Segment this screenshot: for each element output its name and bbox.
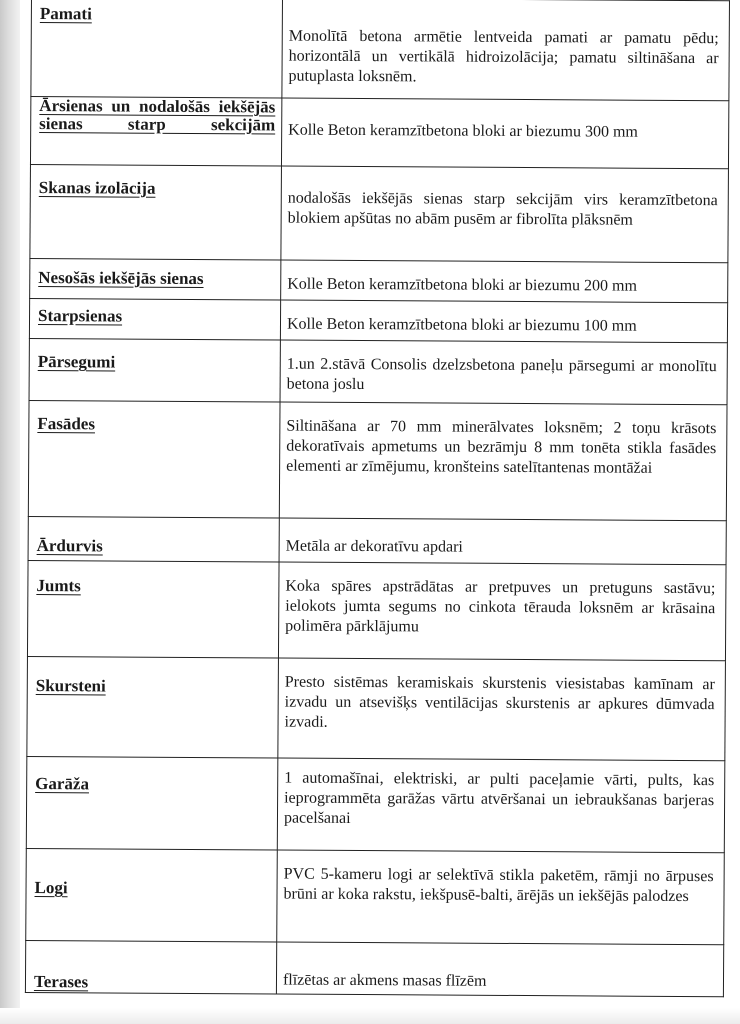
specification-table [25,0,730,997]
label-cell [30,258,281,300]
row-description: nodalošās iekšējās sienas starp sekcijām virs keramzītbetona blokiem apšūtas no abām pusēm ar fibrolīta plāksnēm [287,189,718,229]
row-label: Ārsienas un nodalošās iekšējās sienas starp sekcijām [39,96,276,135]
label-cell [29,298,280,340]
label-cell [30,97,281,167]
label-cell [28,516,279,562]
description-cell [281,166,729,263]
table-row [29,338,727,404]
table-row [29,298,727,342]
table-row [30,258,728,302]
table-row [26,756,725,852]
label-cell [28,400,280,518]
table-row [30,97,728,169]
row-description: Kolle Beton keramzītbetona bloki ar biezumu 300 mm [288,121,638,141]
scan-bottom-shade [0,1008,740,1024]
label-cell [30,164,282,260]
label-cell [25,940,276,994]
row-label: Starpsienas [37,306,123,326]
table-row [31,0,730,101]
label-cell [27,656,279,758]
row-label: Ārdurvis [36,536,103,556]
row-description: Presto sistēmas keramiskais skurstenis viesistabas kamīnam ar izvadu un atsevišķs ventilācijas skurstenis ar apkures dūmvada izvadi. [284,673,715,731]
table-row [28,400,727,520]
description-cell [281,260,728,303]
description-cell [279,518,726,565]
row-label: Jumts [36,576,81,596]
row-label: Fasādes [37,414,96,434]
row-label: Garāža [35,774,90,794]
row-description: flīzētas ar akmens masas flīzēm [282,971,487,990]
label-cell [31,0,283,98]
row-label: Terases [33,972,89,992]
description-cell [277,758,725,853]
description-cell [282,0,730,101]
row-description: 1.un 2.stāvā Consolis dzelzsbetona paneļu pārsegumi ar monolītu betona joslu [286,355,717,394]
table-row [25,940,723,996]
description-cell [278,562,726,661]
label-cell [26,756,278,850]
row-label: Pamati [39,4,92,24]
table-row [27,656,726,760]
label-cell [29,338,280,402]
description-cell [279,402,727,521]
row-label: Nesošās iekšējās sienas [38,268,204,289]
description-cell [278,658,726,761]
description-cell [277,850,725,945]
row-description: Monolītā betona armētie lentveida pamati ar pamatu pēdu; horizontālā un vertikālā hidroizolācija; pamatu siltināšana ar putuplasta loksnēm. [288,27,719,86]
description-cell [281,98,728,169]
description-cell [280,340,727,405]
row-label: Pārsegumi [37,352,116,372]
row-description: Metāla ar dekoratīvu apdari [285,537,463,556]
row-description: Siltināšana ar 70 mm minerālvates loksnēm; 2 toņu krāsots dekoratīvais apmetums un bezrāmju 8 mm tonēta stikla fasādes elementi ar zīmējumu, kronšteins satelītantenas montāžai [286,417,717,477]
table-row [28,516,726,564]
row-description: Kolle Beton keramzītbetona bloki ar biezumu 200 mm [287,275,637,295]
row-description: Kolle Beton keramzītbetona bloki ar biezumu 100 mm [286,315,637,335]
table-row [30,164,729,262]
row-description: 1 automašīnai, elektriski, ar pulti paceļamie vārti, pults, kas ieprogrammēta garāžas vārtu atvēršanai un iebraukšanas barjeras pacelšanai [283,769,715,827]
scan-shadow-edge [0,0,20,1024]
description-cell [280,300,727,343]
row-label: Skanas izolācija [38,178,156,198]
label-cell [27,560,279,658]
row-label: Logi [34,878,68,898]
row-description: PVC 5-kameru logi ar selektīvā stikla paketēm, rāmji no ārpuses brūni ar koka rakstu, iekšpusē-balti, ārējās un iekšējās palodzes [283,865,714,906]
row-label: Skursteni [35,676,106,696]
table-row [26,848,725,944]
row-description: Koka spāres apstrādātas ar pretpuves un pretuguns sastāvu; ielokots jumta segums no cinkota tērauda loksnēm ar krāsaina polimēra pārklājumu [285,577,716,636]
table-row [27,560,726,660]
description-cell [276,942,723,997]
label-cell [26,848,278,942]
